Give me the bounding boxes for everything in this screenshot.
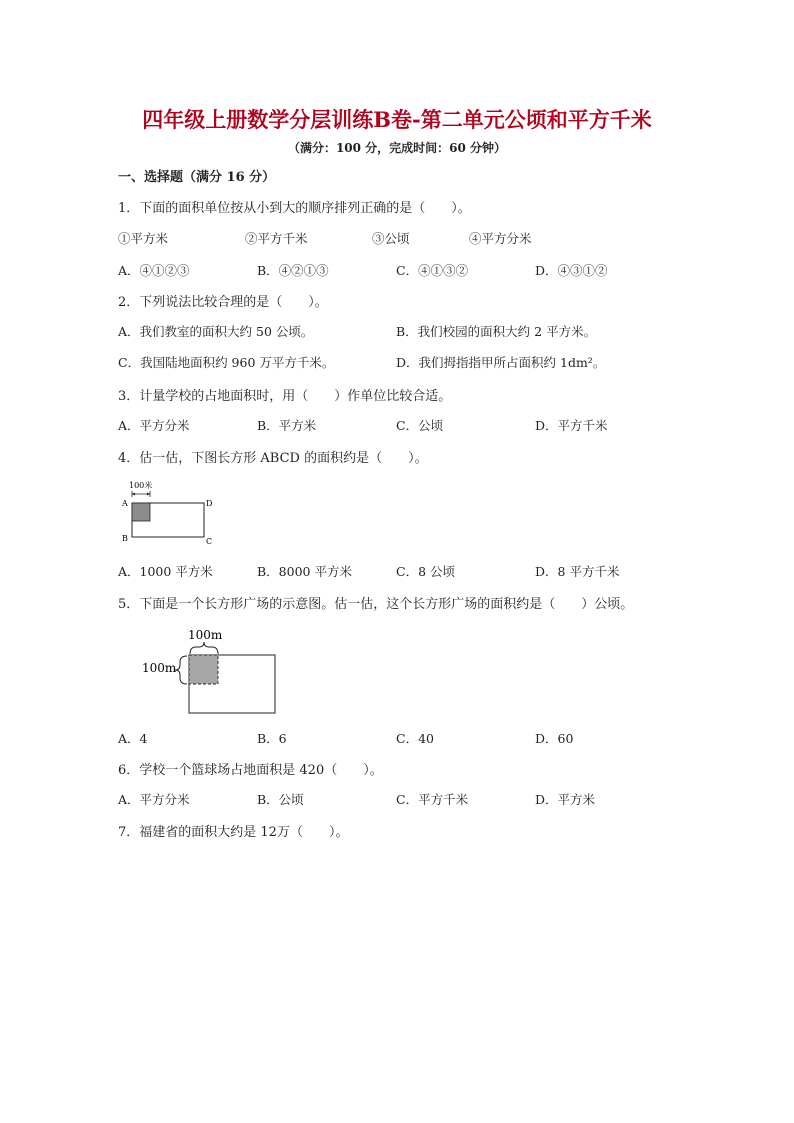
q4-option-c[interactable]: C．8 公顷 [396,564,455,579]
q5-top-brace [190,642,218,654]
q1-unit-1: ①平方米 [118,231,169,246]
section-heading: 一、选择题（满分 16 分） [118,170,276,185]
q5-unit-square [189,655,218,684]
q5-option-a[interactable]: A．4 [118,731,148,746]
q1-unit-2: ②平方千米 [245,231,308,246]
q1-unit-4: ④平方分米 [469,231,532,246]
question-3-stem: 3．计量学校的占地面积时，用（ ）作单位比较合适。 [118,389,452,404]
question-1-stem: 1．下面的面积单位按从小到大的顺序排列正确的是（ ）。 [118,201,471,216]
page-title: 四年级上册数学分层训练B卷-第二单元公顷和平方千米 [142,107,652,132]
q4-option-b[interactable]: B．8000 平方米 [257,564,352,579]
q3-option-d[interactable]: D．平方千米 [535,418,608,433]
q4-corner-a: A [122,499,128,508]
q5-top-label: 100m [188,628,223,642]
q2-option-c[interactable]: C．我国陆地面积约 960 万平方千米。 [118,355,335,370]
q4-corner-c: C [206,537,213,546]
q4-unit-square [132,503,150,521]
q2-option-d[interactable]: D．我们拇指指甲所占面积约 1dm²。 [396,355,606,370]
question-5-stem: 5．下面是一个长方形广场的示意图。估一估，这个长方形广场的面积约是（ ）公顷。 [118,597,634,612]
q1-option-c[interactable]: C．④①③② [396,263,469,278]
q6-option-d[interactable]: D．平方米 [535,792,596,807]
q4-option-d[interactable]: D．8 平方千米 [535,564,620,579]
q6-option-b[interactable]: B．公顷 [257,792,304,807]
q4-corner-d: D [206,499,213,508]
q6-option-a[interactable]: A．平方分米 [118,792,190,807]
question-4-stem: 4．估一估，下图长方形 ABCD 的面积约是（ ）。 [118,451,428,466]
q5-square-figure [138,625,283,720]
q3-option-a[interactable]: A．平方分米 [118,418,190,433]
q1-option-b[interactable]: B．④②①③ [257,263,329,278]
q6-option-c[interactable]: C．平方千米 [396,792,469,807]
q5-side-brace [175,656,187,684]
q5-option-b[interactable]: B．6 [257,731,287,746]
question-7-stem: 7．福建省的面积大约是 12万（ ）。 [118,825,349,840]
q5-option-c[interactable]: C．40 [396,731,434,746]
q2-option-a[interactable]: A．我们教室的面积大约 50 公顷。 [118,324,314,339]
q4-scale-label: 100米 [129,481,153,490]
question-6-stem: 6．学校一个篮球场占地面积是 420（ ）。 [118,763,383,778]
q5-option-d[interactable]: D．60 [535,731,574,746]
q4-option-a[interactable]: A．1000 平方米 [118,564,213,579]
page-subtitle: （满分：100 分，完成时间：60 分钟） [287,141,507,155]
q1-option-d[interactable]: D．④③①② [535,263,608,278]
q4-corner-b: B [122,534,128,543]
question-2-stem: 2．下列说法比较合理的是（ ）。 [118,295,328,310]
q2-option-b[interactable]: B．我们校园的面积大约 2 平方米。 [396,324,597,339]
q5-side-label: 100m [142,661,177,675]
q3-option-b[interactable]: B．平方米 [257,418,317,433]
q1-unit-3: ③公顷 [372,231,410,246]
q4-rectangle-figure [118,478,228,546]
q3-option-c[interactable]: C．公顷 [396,418,444,433]
q1-option-a[interactable]: A．④①②③ [118,263,190,278]
